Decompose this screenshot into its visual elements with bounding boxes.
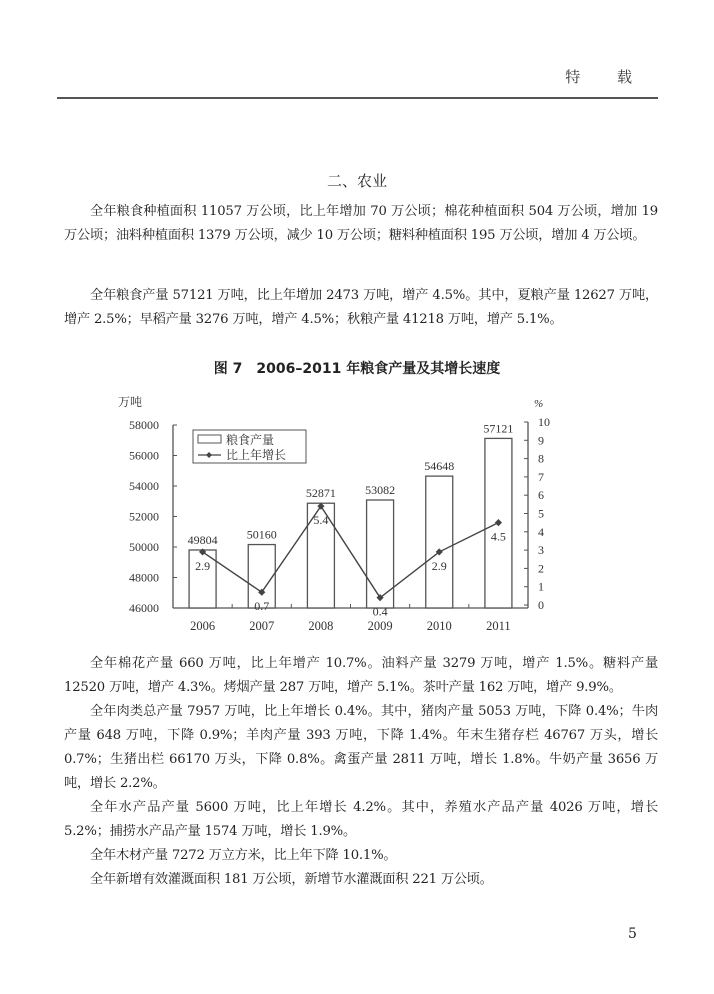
right-tick-label: 3 [538, 543, 544, 558]
left-tick-label: 52000 [129, 509, 159, 524]
left-axis-label: 万吨 [118, 395, 143, 409]
figure-title: 图 7 2006–2011 年粮食产量及其增长速度 [213, 361, 501, 377]
bar-value-label: 54648 [424, 459, 455, 474]
right-tick-label: 7 [538, 469, 544, 484]
left-tick-label: 48000 [129, 570, 159, 585]
bar-value-label: 49804 [187, 532, 218, 547]
legend-bar-swatch [198, 435, 221, 443]
x-tick-label: 2010 [426, 619, 452, 633]
bar-2009 [367, 500, 394, 608]
left-tick-label: 54000 [129, 479, 159, 493]
right-tick-label: 8 [538, 451, 544, 466]
right-tick-label: 0 [538, 598, 544, 612]
running-header: 特 载 [565, 68, 648, 86]
bar-value-label: 57121 [483, 421, 514, 436]
right-tick-label: 6 [538, 488, 544, 503]
growth-value-label: 2.9 [431, 558, 447, 573]
paragraph-meat: 全年肉类总产量 7957 万吨，比上年增长 0.4%。其中，猪肉产量 5053 万吨，下降 0.4%；牛肉产量 648 万吨，下降 0.9%；羊肉产量 393 万吨，下降 1.4%。年末生猪存栏 46767 万头，增长 0.7%；生猪出栏 66170 万头，下降 0.8%。禽蛋产量 2811 万吨，增长 1.8%。牛奶产量 3656 万吨，增长 2.2%。 [64, 704, 658, 791]
right-axis-label: % [534, 398, 544, 410]
bar-2010 [426, 476, 453, 608]
right-tick-label: 1 [538, 579, 544, 594]
growth-value-label: 0.4 [372, 604, 388, 619]
left-tick-label: 50000 [129, 540, 159, 554]
paragraph-grain-output: 全年粮食产量 57121 万吨，比上年增加 2473 万吨，增产 4.5%。其中，夏粮产量 12627 万吨，增产 2.5%；早稻产量 3276 万吨，增产 4.5%；秋粮产量 41218 万吨，增产 5.1%。 [64, 288, 658, 327]
right-tick-label: 2 [538, 561, 544, 576]
left-tick-label: 46000 [129, 601, 159, 615]
right-tick-label: 4 [538, 524, 544, 539]
paragraph-irrigation: 全年新增有效灌溉面积 181 万公顷，新增节水灌溉面积 221 万公顷。 [90, 872, 493, 887]
growth-line [203, 506, 499, 598]
paragraph-timber: 全年木材产量 7272 万立方米，比上年下降 10.1%。 [90, 848, 397, 863]
page-number: 5 [628, 926, 637, 942]
left-tick-label: 58000 [129, 418, 159, 432]
bar-value-label: 50160 [246, 527, 277, 542]
bar-value-label: 53082 [365, 482, 396, 497]
header-rule [57, 97, 658, 99]
growth-value-label: 5.4 [313, 513, 329, 528]
paragraph-planting-area: 全年粮食种植面积 11057 万公顷，比上年增加 70 万公顷；棉花种植面积 504 万公顷，增加 19 万公顷；油料种植面积 1379 万公顷，减少 10 万公顷；糖料种植面积 195 万公顷，增加 4 万公顷。 [64, 204, 658, 243]
section-title: 二、农业 [326, 172, 387, 190]
right-tick-label: 10 [538, 415, 550, 429]
growth-value-label: 2.9 [195, 558, 211, 573]
legend-label-output: 粮食产量 [226, 433, 275, 447]
right-tick-label: 5 [538, 506, 544, 521]
x-tick-label: 2007 [249, 619, 275, 633]
left-tick-label: 56000 [129, 448, 159, 463]
x-tick-label: 2009 [367, 619, 393, 633]
paragraph-cash-crops: 全年棉花产量 660 万吨，比上年增产 10.7%。油料产量 3279 万吨，增产 1.5%。糖料产量 12520 万吨，增产 4.3%。烤烟产量 287 万吨，增产 5.1%。茶叶产量 162 万吨，增产 9.9%。 [64, 656, 658, 695]
paragraph-aquatic: 全年水产品产量 5600 万吨，比上年增长 4.2%。其中，养殖水产品产量 4026 万吨，增长 5.2%；捕捞水产品产量 1574 万吨，增长 1.9%。 [64, 800, 658, 839]
bar-value-label: 52871 [305, 486, 336, 501]
x-tick-label: 2011 [486, 619, 511, 633]
growth-value-label: 0.7 [254, 599, 270, 614]
right-tick-label: 9 [538, 433, 544, 448]
legend-label-growth: 比上年增长 [226, 448, 287, 462]
grain-output-chart [100, 385, 560, 640]
x-tick-label: 2006 [190, 619, 216, 633]
growth-value-label: 4.5 [490, 529, 506, 544]
x-tick-label: 2008 [308, 619, 334, 633]
